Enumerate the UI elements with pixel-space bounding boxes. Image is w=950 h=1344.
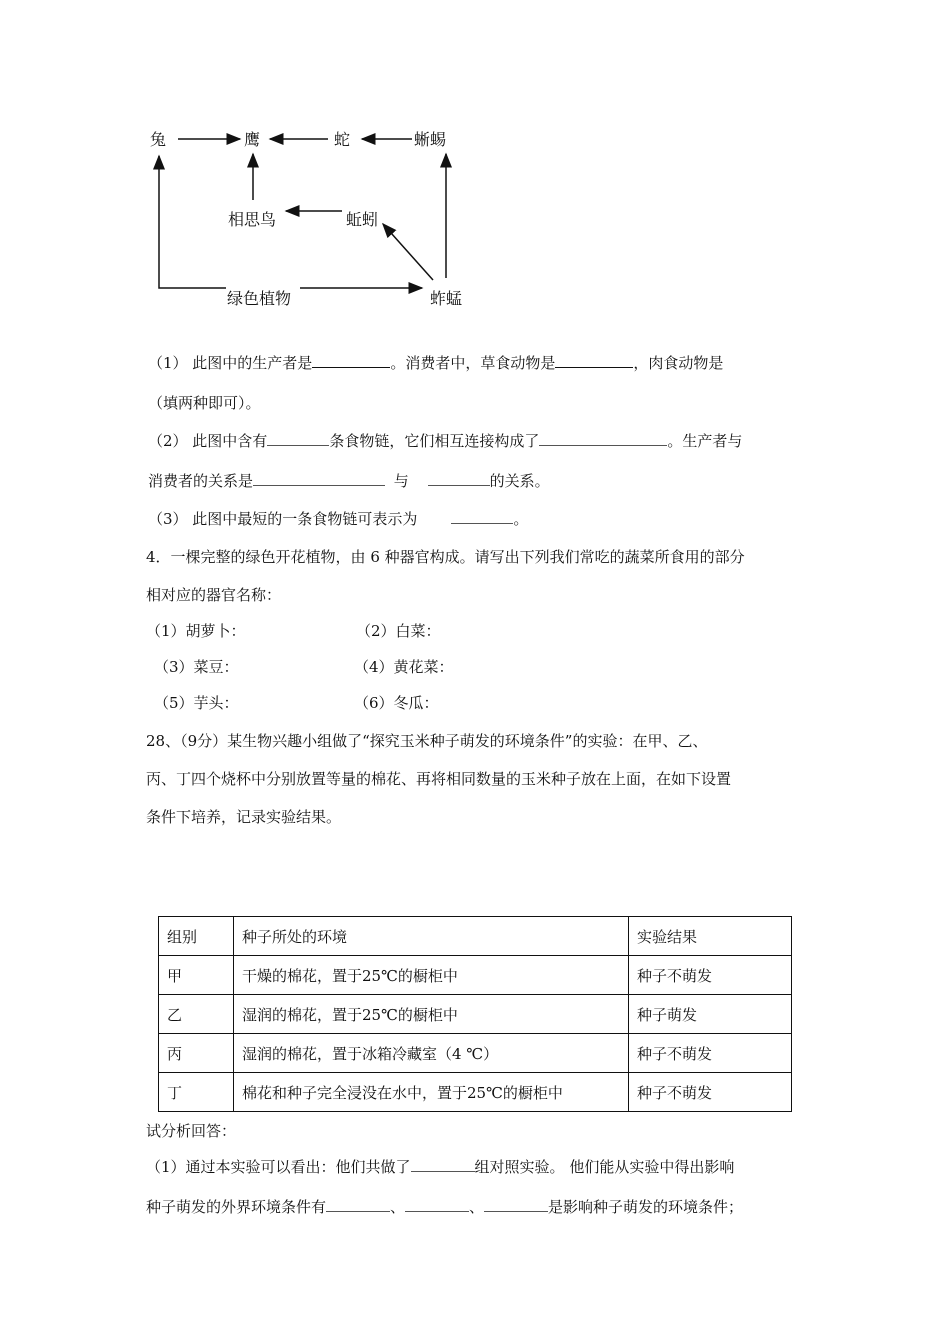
table-row <box>159 1034 792 1073</box>
node-eagle: 鹰 <box>244 130 261 149</box>
q3-part1-line1: （1） 此图中的生产者是 。消费者中，草食动物是 ，肉食动物是 <box>148 354 724 372</box>
table-header: 组别 <box>159 917 234 956</box>
q4-item: （6）冬瓜： <box>354 694 439 712</box>
answer-blank[interactable] <box>411 1157 475 1172</box>
q28-answer1-line2: 种子萌发的外界环境条件有 、 、 是影响种子萌发的环境条件； <box>146 1198 744 1216</box>
q28-line2: 丙、丁四个烧杯中分别放置等量的棉花、再将相同数量的玉米种子放在上面，在如下设置 <box>146 770 732 788</box>
answer-blank[interactable] <box>428 471 490 486</box>
table-header: 种子所处的环境 <box>234 917 629 956</box>
table-cell: 棉花和种子完全浸没在水中，置于25℃的橱柜中 <box>234 1073 629 1112</box>
table-cell: 甲 <box>159 956 234 995</box>
arrow-plants-rabbit <box>159 156 226 288</box>
q4-intro-line2: 相对应的器官名称： <box>146 586 282 604</box>
table-cell: 干燥的棉花，置于25℃的橱柜中 <box>234 956 629 995</box>
table-cell: 湿润的棉花，置于25℃的橱柜中 <box>234 995 629 1034</box>
answer-blank[interactable] <box>555 353 633 368</box>
node-grasshopper: 蚱蜢 <box>430 289 463 308</box>
arrow-grasshopper-earthworm <box>383 224 433 280</box>
q4-item: （5）芋头： <box>154 694 239 712</box>
table-cell: 种子不萌发 <box>629 956 792 995</box>
node-green-plants: 绿色植物 <box>227 289 292 308</box>
q28-line1: 28、（9分）某生物兴趣小组做了“探究玉米种子萌发的环境条件”的实验：在甲、乙、 <box>146 732 708 750</box>
node-lizard: 蜥蜴 <box>414 130 447 149</box>
q4-intro-line1: 4．一棵完整的绿色开花植物，由 6 种器官构成。请写出下列我们常吃的蔬菜所食用的部分 <box>146 548 745 566</box>
table-cell: 丁 <box>159 1073 234 1112</box>
table-cell: 湿润的棉花，置于冰箱冷藏室（4 ℃） <box>234 1034 629 1073</box>
q4-item: （2）白菜： <box>356 622 441 640</box>
table-cell: 种子萌发 <box>629 995 792 1034</box>
table-row <box>159 956 792 995</box>
table-cell: 乙 <box>159 995 234 1034</box>
node-snake: 蛇 <box>334 130 351 149</box>
q3-part1-line2: （填两种即可）。 <box>148 394 261 412</box>
table-cell: 种子不萌发 <box>629 1073 792 1112</box>
answer-blank[interactable] <box>267 431 329 446</box>
q4-item: （1）胡萝卜： <box>146 622 246 640</box>
q4-item: （3）菜豆： <box>154 658 239 676</box>
answer-blank[interactable] <box>484 1197 548 1212</box>
q3-part2-line2: 消费者的关系是 与 的关系。 <box>148 472 550 490</box>
q3-part2-line1: （2） 此图中含有 条食物链，它们相互连接构成了 。生产者与 <box>148 432 743 450</box>
table-row <box>159 1073 792 1112</box>
table-header-row <box>159 917 792 956</box>
analysis-label: 试分析回答： <box>146 1122 237 1140</box>
answer-blank[interactable] <box>312 353 390 368</box>
answer-blank[interactable] <box>451 509 513 524</box>
table-row <box>159 995 792 1034</box>
node-rabbit: 兔 <box>150 130 167 149</box>
experiment-table <box>158 916 792 1112</box>
answer-blank[interactable] <box>539 431 667 446</box>
answer-blank[interactable] <box>405 1197 469 1212</box>
answer-blank[interactable] <box>253 471 385 486</box>
answer-blank[interactable] <box>326 1197 390 1212</box>
table-cell: 丙 <box>159 1034 234 1073</box>
q28-line3: 条件下培养，记录实验结果。 <box>146 808 342 826</box>
table-cell: 种子不萌发 <box>629 1034 792 1073</box>
q28-answer1-line1: （1）通过本实验可以看出：他们共做了 组对照实验。 他们能从实验中得出影响 <box>146 1158 735 1176</box>
table-header: 实验结果 <box>629 917 792 956</box>
q3-part3: （3） 此图中最短的一条食物链可表示为 。 <box>148 510 529 528</box>
q4-item: （4）黄花菜： <box>354 658 454 676</box>
node-earthworm: 蚯蚓 <box>346 210 379 229</box>
node-bird: 相思鸟 <box>228 210 277 229</box>
